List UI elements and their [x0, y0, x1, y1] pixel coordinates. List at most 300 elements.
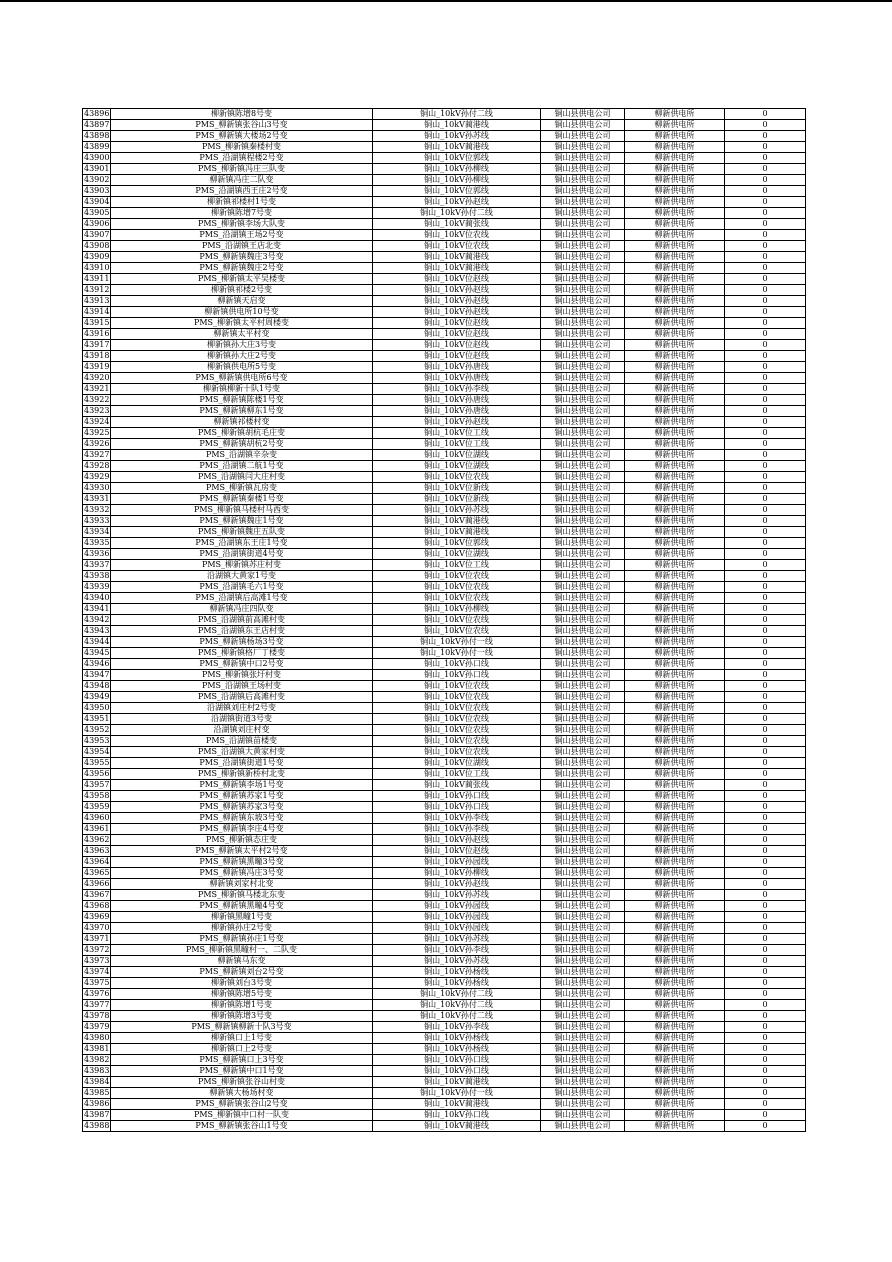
table-row	[83, 395, 806, 406]
table-row	[83, 967, 806, 978]
cell-transformer-name: PMS_沿湖镇街道1号变	[111, 758, 373, 769]
table-row	[83, 978, 806, 989]
cell-value: 0	[725, 1121, 806, 1132]
cell-company-name: 铜山县供电公司	[541, 593, 625, 604]
table-row	[83, 516, 806, 527]
cell-company-name: 铜山县供电公司	[541, 1000, 625, 1011]
cell-transformer-name: PMS_柳新镇大楼场2号变	[111, 131, 373, 142]
cell-line-name: 铜山_10kV蔺港线	[373, 1099, 541, 1110]
table-row	[83, 131, 806, 142]
cell-transformer-name: PMS_柳新镇中口2号变	[111, 659, 373, 670]
cell-station-name: 柳新供电所	[625, 241, 725, 252]
cell-transformer-name: PMS_柳新镇态庄变	[111, 835, 373, 846]
table-row	[83, 1088, 806, 1099]
cell-line-name: 铜山_10kV位农线	[373, 736, 541, 747]
cell-transformer-name: PMS_柳新镇张谷山3号变	[111, 120, 373, 131]
cell-value: 0	[725, 1033, 806, 1044]
cell-company-name: 铜山县供电公司	[541, 439, 625, 450]
cell-line-name: 铜山_10kV位工线	[373, 769, 541, 780]
cell-line-name: 铜山_10kV孙苏线	[373, 131, 541, 142]
cell-company-name: 铜山县供电公司	[541, 373, 625, 384]
cell-line-name: 铜山_10kV孙李线	[373, 945, 541, 956]
table-row	[83, 142, 806, 153]
table-row	[83, 780, 806, 791]
cell-row-id: 43936	[84, 549, 110, 558]
cell-transformer-name: 柳新镇陈增5号变	[111, 989, 373, 1000]
cell-station-name: 柳新供电所	[625, 538, 725, 549]
cell-station-name: 柳新供电所	[625, 901, 725, 912]
cell-station-name: 柳新供电所	[625, 164, 725, 175]
cell-line-name: 铜山_10kV孙付二线	[373, 109, 541, 120]
cell-value: 0	[725, 153, 806, 164]
cell-row-id: 43959	[84, 802, 110, 811]
cell-company-name: 铜山县供电公司	[541, 846, 625, 857]
cell-company-name: 铜山县供电公司	[541, 802, 625, 813]
cell-station-name: 柳新供电所	[625, 1033, 725, 1044]
table-row	[83, 659, 806, 670]
table-row	[83, 406, 806, 417]
cell-company-name: 铜山县供电公司	[541, 890, 625, 901]
cell-row-id: 43930	[84, 483, 110, 492]
cell-station-name: 柳新供电所	[625, 747, 725, 758]
cell-company-name: 铜山县供电公司	[541, 912, 625, 923]
cell-row-id: 43986	[84, 1099, 110, 1108]
cell-company-name: 铜山县供电公司	[541, 362, 625, 373]
cell-transformer-name: PMS_沿湖镇东王店村变	[111, 626, 373, 637]
transformer-table	[82, 108, 806, 1132]
cell-row-id: 43914	[84, 307, 110, 316]
cell-station-name: 柳新供电所	[625, 835, 725, 846]
cell-line-name: 铜山_10kV位郭线	[373, 153, 541, 164]
cell-line-name: 铜山_10kV孙园线	[373, 923, 541, 934]
cell-line-name: 铜山_10kV孙李线	[373, 384, 541, 395]
table-row	[83, 1044, 806, 1055]
cell-station-name: 柳新供电所	[625, 395, 725, 406]
table-row	[83, 109, 806, 120]
cell-station-name: 柳新供电所	[625, 879, 725, 890]
table-row	[83, 318, 806, 329]
cell-value: 0	[725, 989, 806, 1000]
table-row	[83, 857, 806, 868]
cell-station-name: 柳新供电所	[625, 648, 725, 659]
table-row	[83, 912, 806, 923]
cell-transformer-name: 沿湖镇街道3号变	[111, 714, 373, 725]
cell-line-name: 铜山_10kV位农线	[373, 615, 541, 626]
cell-station-name: 柳新供电所	[625, 626, 725, 637]
cell-line-name: 铜山_10kV孙付一线	[373, 648, 541, 659]
table-row	[83, 285, 806, 296]
cell-station-name: 柳新供电所	[625, 153, 725, 164]
cell-value: 0	[725, 175, 806, 186]
cell-company-name: 铜山县供电公司	[541, 945, 625, 956]
cell-row-id: 43954	[84, 747, 110, 756]
cell-line-name: 铜山_10kV位农线	[373, 725, 541, 736]
cell-transformer-name: 柳新镇祁楼2号变	[111, 285, 373, 296]
cell-transformer-name: PMS_沿湖镇二航1号变	[111, 461, 373, 472]
cell-transformer-name: 柳新镇太平村变	[111, 329, 373, 340]
cell-station-name: 柳新供电所	[625, 681, 725, 692]
cell-value: 0	[725, 230, 806, 241]
cell-transformer-name: PMS_沿湖镇前高滩村变	[111, 615, 373, 626]
cell-row-id: 43902	[84, 175, 110, 184]
table-row	[83, 835, 806, 846]
cell-transformer-name: PMS_柳新镇供电所6号变	[111, 373, 373, 384]
page-top-rule	[0, 0, 892, 2]
cell-station-name: 柳新供电所	[625, 1011, 725, 1022]
cell-line-name: 铜山_10kV位郭线	[373, 186, 541, 197]
cell-station-name: 柳新供电所	[625, 505, 725, 516]
table-row	[83, 164, 806, 175]
cell-value: 0	[725, 241, 806, 252]
cell-value: 0	[725, 736, 806, 747]
cell-line-name: 铜山_10kV孙赵线	[373, 296, 541, 307]
cell-value: 0	[725, 681, 806, 692]
cell-line-name: 铜山_10kV孙苏线	[373, 956, 541, 967]
cell-transformer-name: PMS_柳新镇张谷山2号变	[111, 1099, 373, 1110]
cell-company-name: 铜山县供电公司	[541, 934, 625, 945]
cell-company-name: 铜山县供电公司	[541, 516, 625, 527]
cell-line-name: 铜山_10kV位郭线	[373, 538, 541, 549]
cell-company-name: 铜山县供电公司	[541, 571, 625, 582]
cell-row-id: 43924	[84, 417, 110, 426]
cell-station-name: 柳新供电所	[625, 252, 725, 263]
cell-value: 0	[725, 1099, 806, 1110]
cell-value: 0	[725, 747, 806, 758]
cell-transformer-name: PMS_柳新镇张谷山1号变	[111, 1121, 373, 1132]
cell-line-name: 铜山_10kV蔺张线	[373, 780, 541, 791]
cell-value: 0	[725, 978, 806, 989]
cell-transformer-name: PMS_柳新镇苏庄村变	[111, 560, 373, 571]
cell-row-id: 43912	[84, 285, 110, 294]
table-row	[83, 1022, 806, 1033]
cell-company-name: 铜山县供电公司	[541, 1055, 625, 1066]
cell-transformer-name: PMS_柳新镇口上3号变	[111, 1055, 373, 1066]
cell-line-name: 铜山_10kV孙赵线	[373, 879, 541, 890]
cell-line-name: 铜山_10kV孙付一线	[373, 1088, 541, 1099]
cell-station-name: 柳新供电所	[625, 351, 725, 362]
cell-company-name: 铜山县供电公司	[541, 868, 625, 879]
cell-value: 0	[725, 703, 806, 714]
table-row	[83, 813, 806, 824]
cell-line-name: 铜山_10kV孙杨线	[373, 1044, 541, 1055]
cell-station-name: 柳新供电所	[625, 934, 725, 945]
table-row	[83, 241, 806, 252]
table-row	[83, 340, 806, 351]
cell-value: 0	[725, 516, 806, 527]
table-row	[83, 769, 806, 780]
cell-line-name: 铜山_10kV蔺港线	[373, 527, 541, 538]
cell-station-name: 柳新供电所	[625, 285, 725, 296]
cell-transformer-name: PMS_沿湖镇后高滩1号变	[111, 593, 373, 604]
cell-row-id: 43923	[84, 406, 110, 415]
cell-transformer-name: PMS_柳新镇李场大队变	[111, 219, 373, 230]
cell-line-name: 铜山_10kV孙赵线	[373, 417, 541, 428]
cell-company-name: 铜山县供电公司	[541, 318, 625, 329]
cell-transformer-name: 柳新镇天启变	[111, 296, 373, 307]
cell-company-name: 铜山县供电公司	[541, 1011, 625, 1022]
cell-station-name: 柳新供电所	[625, 230, 725, 241]
cell-row-id: 43972	[84, 945, 110, 954]
cell-value: 0	[725, 714, 806, 725]
cell-company-name: 铜山县供电公司	[541, 857, 625, 868]
cell-station-name: 柳新供电所	[625, 494, 725, 505]
cell-company-name: 铜山县供电公司	[541, 681, 625, 692]
cell-row-id: 43984	[84, 1077, 110, 1086]
table-row	[83, 670, 806, 681]
cell-station-name: 柳新供电所	[625, 890, 725, 901]
cell-transformer-name: 柳新镇陈增8号变	[111, 109, 373, 120]
cell-station-name: 柳新供电所	[625, 1044, 725, 1055]
cell-transformer-name: 柳新镇口上1号变	[111, 1033, 373, 1044]
table-row	[83, 846, 806, 857]
table-row	[83, 582, 806, 593]
cell-row-id: 43985	[84, 1088, 110, 1097]
cell-transformer-name: PMS_柳新镇中口1号变	[111, 1066, 373, 1077]
cell-row-id: 43911	[84, 274, 110, 283]
cell-transformer-name: PMS_柳新镇魏庄五队变	[111, 527, 373, 538]
cell-line-name: 铜山_10kV蔺张线	[373, 219, 541, 230]
cell-transformer-name: PMS_柳新镇冯庄三队变	[111, 164, 373, 175]
cell-value: 0	[725, 1077, 806, 1088]
table-row	[83, 197, 806, 208]
cell-value: 0	[725, 1000, 806, 1011]
cell-station-name: 柳新供电所	[625, 417, 725, 428]
cell-station-name: 柳新供电所	[625, 450, 725, 461]
table-row	[83, 230, 806, 241]
cell-row-id: 43940	[84, 593, 110, 602]
cell-company-name: 铜山县供电公司	[541, 978, 625, 989]
cell-row-id: 43947	[84, 670, 110, 679]
cell-value: 0	[725, 648, 806, 659]
cell-transformer-name: PMS_柳新镇杨场3号变	[111, 637, 373, 648]
table-row	[83, 989, 806, 1000]
cell-company-name: 铜山县供电公司	[541, 131, 625, 142]
cell-company-name: 铜山县供电公司	[541, 274, 625, 285]
cell-line-name: 铜山_10kV位湖线	[373, 758, 541, 769]
cell-row-id: 43978	[84, 1011, 110, 1020]
cell-line-name: 铜山_10kV孙李线	[373, 1022, 541, 1033]
cell-row-id: 43970	[84, 923, 110, 932]
table-row	[83, 956, 806, 967]
cell-transformer-name: 柳新镇大杨场村变	[111, 1088, 373, 1099]
cell-transformer-name: 柳新镇口上2号变	[111, 1044, 373, 1055]
cell-company-name: 铜山县供电公司	[541, 1066, 625, 1077]
cell-line-name: 铜山_10kV孙赵线	[373, 307, 541, 318]
table-row	[83, 681, 806, 692]
cell-value: 0	[725, 956, 806, 967]
cell-value: 0	[725, 208, 806, 219]
table-row	[83, 472, 806, 483]
cell-line-name: 铜山_10kV蔺港线	[373, 1121, 541, 1132]
cell-line-name: 铜山_10kV孙赵线	[373, 285, 541, 296]
cell-transformer-name: 柳新镇祁楼村1号变	[111, 197, 373, 208]
cell-row-id: 43968	[84, 901, 110, 910]
cell-station-name: 柳新供电所	[625, 857, 725, 868]
cell-line-name: 铜山_10kV位农线	[373, 626, 541, 637]
cell-station-name: 柳新供电所	[625, 1000, 725, 1011]
cell-line-name: 铜山_10kV孙付二线	[373, 1000, 541, 1011]
cell-value: 0	[725, 329, 806, 340]
cell-transformer-name: 沿湖镇大黄家1号变	[111, 571, 373, 582]
cell-line-name: 铜山_10kV位农线	[373, 692, 541, 703]
cell-value: 0	[725, 967, 806, 978]
cell-row-id: 43975	[84, 978, 110, 987]
table-row	[83, 153, 806, 164]
cell-value: 0	[725, 1044, 806, 1055]
table-row	[83, 417, 806, 428]
cell-value: 0	[725, 637, 806, 648]
cell-company-name: 铜山县供电公司	[541, 230, 625, 241]
cell-station-name: 柳新供电所	[625, 142, 725, 153]
table-row	[83, 560, 806, 571]
cell-transformer-name: PMS_柳新镇魏庄2号变	[111, 263, 373, 274]
table-row	[83, 901, 806, 912]
cell-row-id: 43915	[84, 318, 110, 327]
cell-company-name: 铜山县供电公司	[541, 340, 625, 351]
cell-transformer-name: 柳新镇冯庄四队变	[111, 604, 373, 615]
cell-company-name: 铜山县供电公司	[541, 648, 625, 659]
cell-station-name: 柳新供电所	[625, 615, 725, 626]
table-row	[83, 219, 806, 230]
cell-value: 0	[725, 351, 806, 362]
cell-line-name: 铜山_10kV孙园线	[373, 912, 541, 923]
cell-company-name: 铜山县供电公司	[541, 582, 625, 593]
cell-value: 0	[725, 340, 806, 351]
table-row	[83, 373, 806, 384]
cell-row-id: 43907	[84, 230, 110, 239]
cell-value: 0	[725, 461, 806, 472]
cell-value: 0	[725, 802, 806, 813]
cell-station-name: 柳新供电所	[625, 527, 725, 538]
cell-row-id: 43913	[84, 296, 110, 305]
cell-transformer-name: PMS_柳新镇冯庄3号变	[111, 868, 373, 879]
cell-row-id: 43980	[84, 1033, 110, 1042]
table-row	[83, 747, 806, 758]
table-row	[83, 296, 806, 307]
table-row	[83, 208, 806, 219]
cell-transformer-name: PMS_柳新镇陈楼1号变	[111, 395, 373, 406]
cell-station-name: 柳新供电所	[625, 1088, 725, 1099]
cell-row-id: 43987	[84, 1110, 110, 1119]
cell-row-id: 43960	[84, 813, 110, 822]
cell-line-name: 铜山_10kV孙唐线	[373, 373, 541, 384]
cell-value: 0	[725, 1022, 806, 1033]
table-row	[83, 824, 806, 835]
cell-company-name: 铜山县供电公司	[541, 1044, 625, 1055]
cell-company-name: 铜山县供电公司	[541, 109, 625, 120]
cell-row-id: 43896	[84, 109, 110, 118]
table-row	[83, 428, 806, 439]
cell-station-name: 柳新供电所	[625, 813, 725, 824]
cell-line-name: 铜山_10kV孙杨线	[373, 978, 541, 989]
cell-line-name: 铜山_10kV孙付二线	[373, 989, 541, 1000]
cell-company-name: 铜山县供电公司	[541, 494, 625, 505]
cell-station-name: 柳新供电所	[625, 274, 725, 285]
cell-row-id: 43937	[84, 560, 110, 569]
cell-transformer-name: PMS_沿湖镇大黄家村变	[111, 747, 373, 758]
cell-company-name: 铜山县供电公司	[541, 241, 625, 252]
cell-station-name: 柳新供电所	[625, 824, 725, 835]
cell-row-id: 43917	[84, 340, 110, 349]
cell-line-name: 铜山_10kV位赵线	[373, 329, 541, 340]
cell-value: 0	[725, 560, 806, 571]
cell-transformer-name: PMS_沿湖镇西王庄2号变	[111, 186, 373, 197]
cell-value: 0	[725, 626, 806, 637]
cell-value: 0	[725, 824, 806, 835]
cell-company-name: 铜山县供电公司	[541, 967, 625, 978]
cell-value: 0	[725, 164, 806, 175]
cell-line-name: 铜山_10kV孙杨线	[373, 967, 541, 978]
cell-company-name: 铜山县供电公司	[541, 153, 625, 164]
cell-line-name: 铜山_10kV位农线	[373, 681, 541, 692]
cell-value: 0	[725, 252, 806, 263]
cell-company-name: 铜山县供电公司	[541, 692, 625, 703]
cell-transformer-name: 柳新镇陈增7号变	[111, 208, 373, 219]
cell-company-name: 铜山县供电公司	[541, 1099, 625, 1110]
cell-row-id: 43910	[84, 263, 110, 272]
cell-row-id: 43961	[84, 824, 110, 833]
cell-transformer-name: PMS_沿湖镇王店北变	[111, 241, 373, 252]
cell-row-id: 43962	[84, 835, 110, 844]
cell-station-name: 柳新供电所	[625, 758, 725, 769]
cell-line-name: 铜山_10kV孙唐线	[373, 395, 541, 406]
cell-value: 0	[725, 1055, 806, 1066]
cell-line-name: 铜山_10kV孙口线	[373, 802, 541, 813]
cell-company-name: 铜山县供电公司	[541, 1121, 625, 1132]
cell-transformer-name: 沿湖镇刘庄村2号变	[111, 703, 373, 714]
cell-transformer-name: PMS_柳新镇魏庄3号变	[111, 252, 373, 263]
cell-row-id: 43976	[84, 989, 110, 998]
cell-value: 0	[725, 791, 806, 802]
cell-transformer-name: 柳新镇马东变	[111, 956, 373, 967]
cell-station-name: 柳新供电所	[625, 208, 725, 219]
cell-station-name: 柳新供电所	[625, 780, 725, 791]
cell-line-name: 铜山_10kV孙赵线	[373, 835, 541, 846]
cell-line-name: 铜山_10kV位农线	[373, 703, 541, 714]
cell-line-name: 铜山_10kV位赵线	[373, 351, 541, 362]
cell-transformer-name: 柳新镇供电所5号变	[111, 362, 373, 373]
cell-value: 0	[725, 868, 806, 879]
cell-row-id: 43905	[84, 208, 110, 217]
cell-value: 0	[725, 835, 806, 846]
cell-row-id: 43908	[84, 241, 110, 250]
cell-station-name: 柳新供电所	[625, 725, 725, 736]
cell-line-name: 铜山_10kV位农线	[373, 593, 541, 604]
table-row	[83, 483, 806, 494]
cell-line-name: 铜山_10kV位湖线	[373, 549, 541, 560]
cell-company-name: 铜山县供电公司	[541, 1033, 625, 1044]
cell-row-id: 43966	[84, 879, 110, 888]
cell-value: 0	[725, 483, 806, 494]
cell-transformer-name: PMS_沿湖镇后高滩村变	[111, 692, 373, 703]
table-row	[83, 1110, 806, 1121]
cell-station-name: 柳新供电所	[625, 549, 725, 560]
cell-value: 0	[725, 373, 806, 384]
cell-station-name: 柳新供电所	[625, 384, 725, 395]
cell-company-name: 铜山县供电公司	[541, 747, 625, 758]
cell-row-id: 43927	[84, 450, 110, 459]
cell-row-id: 43897	[84, 120, 110, 129]
cell-company-name: 铜山县供电公司	[541, 736, 625, 747]
cell-station-name: 柳新供电所	[625, 945, 725, 956]
cell-row-id: 43977	[84, 1000, 110, 1009]
cell-row-id: 43967	[84, 890, 110, 899]
cell-transformer-name: PMS_柳新镇格厂丁楼变	[111, 648, 373, 659]
cell-value: 0	[725, 604, 806, 615]
cell-transformer-name: PMS_柳新镇太平吴楼变	[111, 274, 373, 285]
cell-row-id: 43955	[84, 758, 110, 767]
cell-station-name: 柳新供电所	[625, 736, 725, 747]
